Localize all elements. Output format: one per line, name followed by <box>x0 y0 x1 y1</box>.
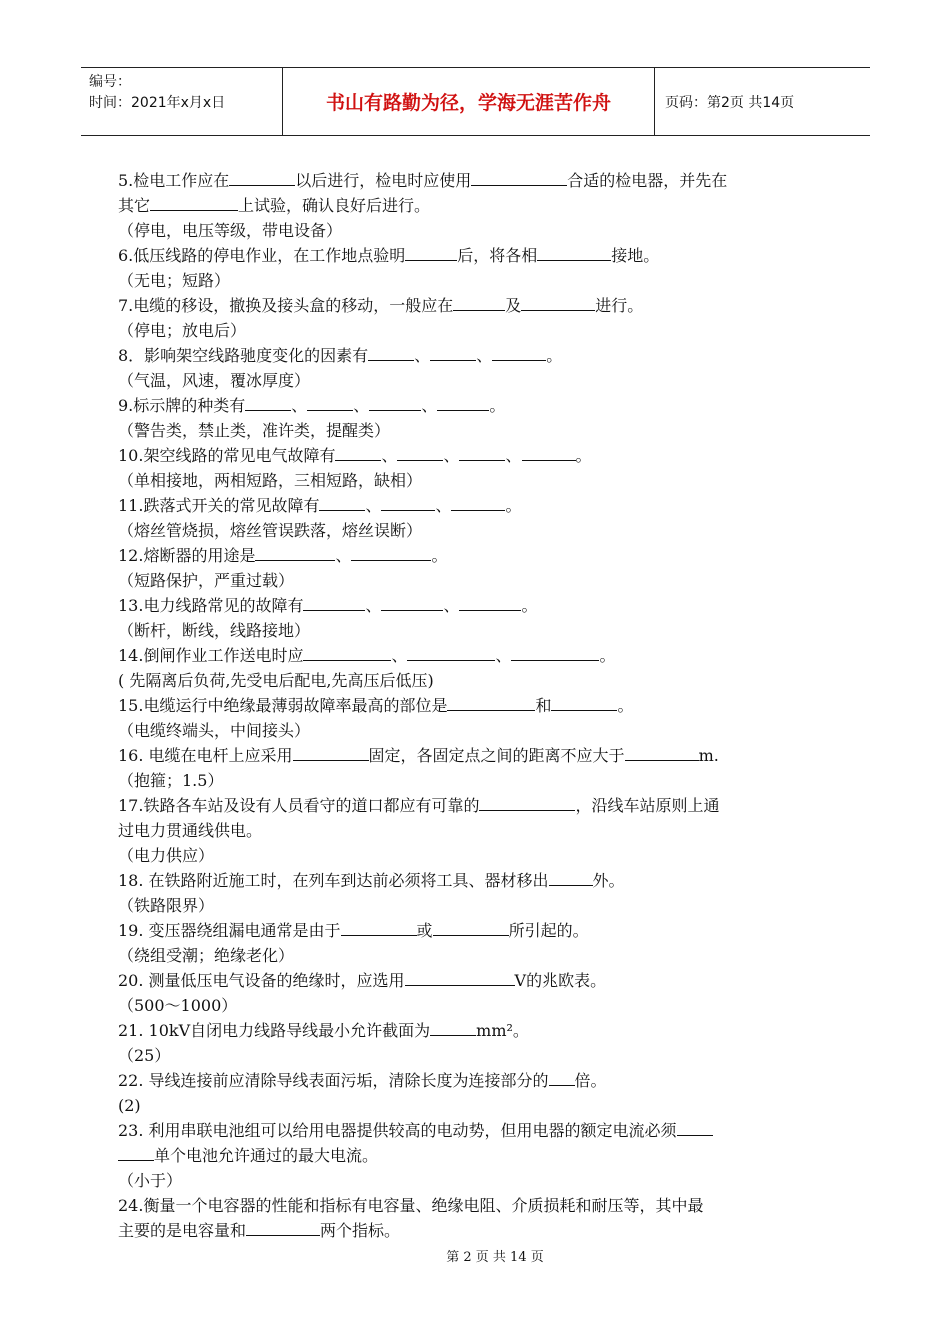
fill-in-blank <box>521 294 595 311</box>
line-text: ( 先隔离后负荷,先受电后配电,先高压后低压) <box>118 671 434 690</box>
line-text: 、 <box>353 396 370 415</box>
line-text: 8．影响架空线路驰度变化的因素有 <box>118 346 369 365</box>
fill-in-blank <box>471 169 567 186</box>
line-text: 其它 <box>118 196 151 215</box>
line-text: （绕组受潮；绝缘老化） <box>118 946 295 965</box>
line-text: 后，将各相 <box>457 246 538 265</box>
line-text: 22. 导线连接前应清除导线表面污垢，清除长度为连接部分的 <box>118 1071 549 1090</box>
answer-line <box>118 518 838 543</box>
line-text: （铁路限界） <box>118 896 215 915</box>
line-text: 以后进行，检电时应使用 <box>295 171 472 190</box>
line-text: 、 <box>381 446 398 465</box>
fill-in-blank <box>118 1144 154 1161</box>
line-text: 、 <box>505 446 522 465</box>
fill-in-blank <box>150 194 238 211</box>
number-label: 编号： <box>89 74 131 90</box>
fill-in-blank <box>551 694 617 711</box>
fill-in-blank <box>341 919 417 936</box>
line-text: 、 <box>443 446 460 465</box>
line-text: 。 <box>546 346 563 365</box>
question-line <box>118 968 838 993</box>
line-text: 进行。 <box>595 296 644 315</box>
fill-in-blank <box>453 294 505 311</box>
fill-in-blank <box>319 494 365 511</box>
fill-in-blank <box>459 594 521 611</box>
fill-in-blank <box>433 919 509 936</box>
answer-line <box>118 468 838 493</box>
answer-line <box>118 268 838 293</box>
fill-in-blank <box>381 594 443 611</box>
line-text: （停电；放电后） <box>118 321 247 340</box>
line-text: 。 <box>489 396 506 415</box>
question-line <box>118 593 838 618</box>
line-text: 16. 电缆在电杆上应采用 <box>118 746 293 765</box>
line-text: 10.架空线路的常见电气故障有 <box>118 446 336 465</box>
question-line <box>118 918 838 943</box>
line-text: (2) <box>118 1096 141 1115</box>
answer-line <box>118 668 838 693</box>
line-text: （500～1000） <box>118 996 238 1015</box>
line-text: 单个电池允许通过的最大电流。 <box>154 1146 379 1165</box>
line-text: 和 <box>535 696 552 715</box>
fill-in-blank <box>351 544 431 561</box>
line-text: （小于） <box>118 1171 183 1190</box>
line-text: 18. 在铁路附近施工时，在列车到达前必须将工具、器材移出 <box>118 871 549 890</box>
line-text: 接地。 <box>611 246 660 265</box>
question-line <box>118 868 838 893</box>
line-text: 7.电缆的移设，撤换及接头盒的移动，一般应在 <box>118 296 454 315</box>
fill-in-blank <box>405 969 515 986</box>
line-text: 。 <box>617 696 634 715</box>
fill-in-blank <box>303 594 365 611</box>
fill-in-blank <box>381 494 435 511</box>
line-text: （警告类，禁止类，准许类，提醒类） <box>118 421 391 440</box>
fill-in-blank <box>229 169 295 186</box>
page-header <box>81 67 870 136</box>
fill-in-blank <box>255 544 335 561</box>
answer-line <box>118 1093 838 1118</box>
question-line <box>118 693 838 718</box>
line-text: 。 <box>505 496 522 515</box>
line-text: V的兆欧表。 <box>514 971 607 990</box>
fill-in-blank <box>549 1069 575 1086</box>
line-text: 。 <box>599 646 616 665</box>
answer-line <box>118 843 838 868</box>
fill-in-blank <box>549 869 593 886</box>
question-line <box>118 543 838 568</box>
line-text: （抱箍；1.5） <box>118 771 224 790</box>
fill-in-blank <box>307 394 353 411</box>
line-text: 、 <box>414 346 431 365</box>
question-line <box>118 443 838 468</box>
answer-line <box>118 418 838 443</box>
fill-in-blank <box>437 394 489 411</box>
line-text: ，沿线车站原则上通 <box>575 796 720 815</box>
page-footer: 第 2 页 共 14 页 <box>446 1250 544 1265</box>
fill-in-blank <box>447 694 535 711</box>
line-text: 23. 利用串联电池组可以给用电器提供较高的电动势，但用电器的额定电流必须 <box>118 1121 677 1140</box>
fill-in-blank <box>407 644 495 661</box>
line-text: 21. 10kV自闭电力线路导线最小允许截面为 <box>118 1021 431 1040</box>
question-line <box>118 343 838 368</box>
header-meta <box>81 68 283 135</box>
fill-in-blank <box>451 494 505 511</box>
fill-in-blank <box>430 344 476 361</box>
question-line <box>118 193 838 218</box>
question-line <box>118 243 838 268</box>
line-text: 、 <box>495 646 512 665</box>
line-text: （单相接地，两相短路，三相短路，缺相） <box>118 471 423 490</box>
line-text: 9.标示牌的种类有 <box>118 396 246 415</box>
line-text: 两个指标。 <box>320 1221 401 1240</box>
answer-line <box>118 1168 838 1193</box>
line-text: 、 <box>476 346 493 365</box>
answer-line <box>118 568 838 593</box>
answer-line <box>118 1043 838 1068</box>
question-list <box>118 168 838 1243</box>
line-text: 、 <box>291 396 308 415</box>
fill-in-blank <box>293 744 369 761</box>
line-text: 。 <box>575 446 592 465</box>
line-text: （电力供应） <box>118 846 215 865</box>
line-text: （短路保护，严重过载） <box>118 571 295 590</box>
question-line <box>118 493 838 518</box>
line-text: 过电力贯通线供电。 <box>118 821 263 840</box>
header-motto: 书山有路勤为径，学海无涯苦作舟 <box>283 68 655 135</box>
fill-in-blank <box>335 444 381 461</box>
fill-in-blank <box>492 344 546 361</box>
line-text: 或 <box>416 921 433 940</box>
fill-in-blank <box>246 1219 320 1236</box>
line-text: （25） <box>118 1046 171 1065</box>
line-text: mm²。 <box>476 1021 529 1040</box>
fill-in-blank <box>245 394 291 411</box>
line-text: 6.低压线路的停电作业，在工作地点验明 <box>118 246 406 265</box>
answer-line <box>118 718 838 743</box>
question-line <box>118 1068 838 1093</box>
question-line <box>118 818 838 843</box>
line-text: 。 <box>521 596 538 615</box>
question-line <box>118 643 838 668</box>
fill-in-blank <box>537 244 611 261</box>
line-text: （无电；短路） <box>118 271 231 290</box>
question-line <box>118 393 838 418</box>
line-text: （停电，电压等级，带电设备） <box>118 221 343 240</box>
answer-line <box>118 943 838 968</box>
answer-line <box>118 318 838 343</box>
question-line <box>118 1118 838 1143</box>
line-text: （电缆终端头，中间接头） <box>118 721 311 740</box>
line-text: 合适的检电器，并先在 <box>567 171 728 190</box>
line-text: 固定，各固定点之间的距离不应大于 <box>368 746 625 765</box>
line-text: 、 <box>421 396 438 415</box>
line-text: 19. 变压器绕组漏电通常是由于 <box>118 921 341 940</box>
date-label: 时间：2021年x月x日 <box>89 95 226 111</box>
line-text: 、 <box>391 646 408 665</box>
fill-in-blank <box>677 1119 713 1136</box>
question-line <box>118 743 838 768</box>
line-text: 外。 <box>592 871 625 890</box>
line-text: 及 <box>505 296 522 315</box>
line-text: （断杆，断线，线路接地） <box>118 621 311 640</box>
fill-in-blank <box>625 744 699 761</box>
question-line <box>118 1018 838 1043</box>
line-text: 11.跌落式开关的常见故障有 <box>118 496 320 515</box>
fill-in-blank <box>405 244 457 261</box>
question-line <box>118 1193 838 1218</box>
fill-in-blank <box>522 444 576 461</box>
line-text: （气温，风速，覆冰厚度） <box>118 371 311 390</box>
fill-in-blank <box>430 1019 476 1036</box>
answer-line <box>118 218 838 243</box>
question-line <box>118 293 838 318</box>
answer-line <box>118 768 838 793</box>
line-text: （熔丝管烧损，熔丝管误跌落，熔丝误断） <box>118 521 423 540</box>
fill-in-blank <box>479 794 575 811</box>
question-line <box>118 1143 838 1168</box>
fill-in-blank <box>511 644 599 661</box>
fill-in-blank <box>369 394 421 411</box>
fill-in-blank <box>303 644 391 661</box>
line-text: 、 <box>365 496 382 515</box>
question-line <box>118 1218 838 1243</box>
line-text: 。 <box>431 546 448 565</box>
line-text: 、 <box>335 546 352 565</box>
line-text: 、 <box>365 596 382 615</box>
line-text: m. <box>698 746 719 765</box>
question-line <box>118 793 838 818</box>
fill-in-blank <box>397 444 443 461</box>
line-text: 倍。 <box>574 1071 607 1090</box>
fill-in-blank <box>459 444 505 461</box>
line-text: 20. 测量低压电气设备的绝缘时，应选用 <box>118 971 405 990</box>
answer-line <box>118 618 838 643</box>
line-text: 24.衡量一个电容器的性能和指标有电容量、绝缘电阻、介质损耗和耐压等，其中最 <box>118 1196 704 1215</box>
line-text: 5.检电工作应在 <box>118 171 230 190</box>
question-line <box>118 168 838 193</box>
line-text: 上试验，确认良好后进行。 <box>238 196 431 215</box>
line-text: 14.倒闸作业工作送电时应 <box>118 646 304 665</box>
answer-line <box>118 993 838 1018</box>
header-page-code: 页码：第2页 共14页 <box>665 94 795 111</box>
line-text: 15.电缆运行中绝缘最薄弱故障率最高的部位是 <box>118 696 448 715</box>
line-text: 、 <box>443 596 460 615</box>
answer-line <box>118 368 838 393</box>
line-text: 主要的是电容量和 <box>118 1221 247 1240</box>
fill-in-blank <box>368 344 414 361</box>
answer-line <box>118 893 838 918</box>
line-text: 12.熔断器的用途是 <box>118 546 256 565</box>
line-text: 17.铁路各车站及设有人员看守的道口都应有可靠的 <box>118 796 480 815</box>
line-text: 所引起的。 <box>508 921 589 940</box>
line-text: 、 <box>435 496 452 515</box>
line-text: 13.电力线路常见的故障有 <box>118 596 304 615</box>
